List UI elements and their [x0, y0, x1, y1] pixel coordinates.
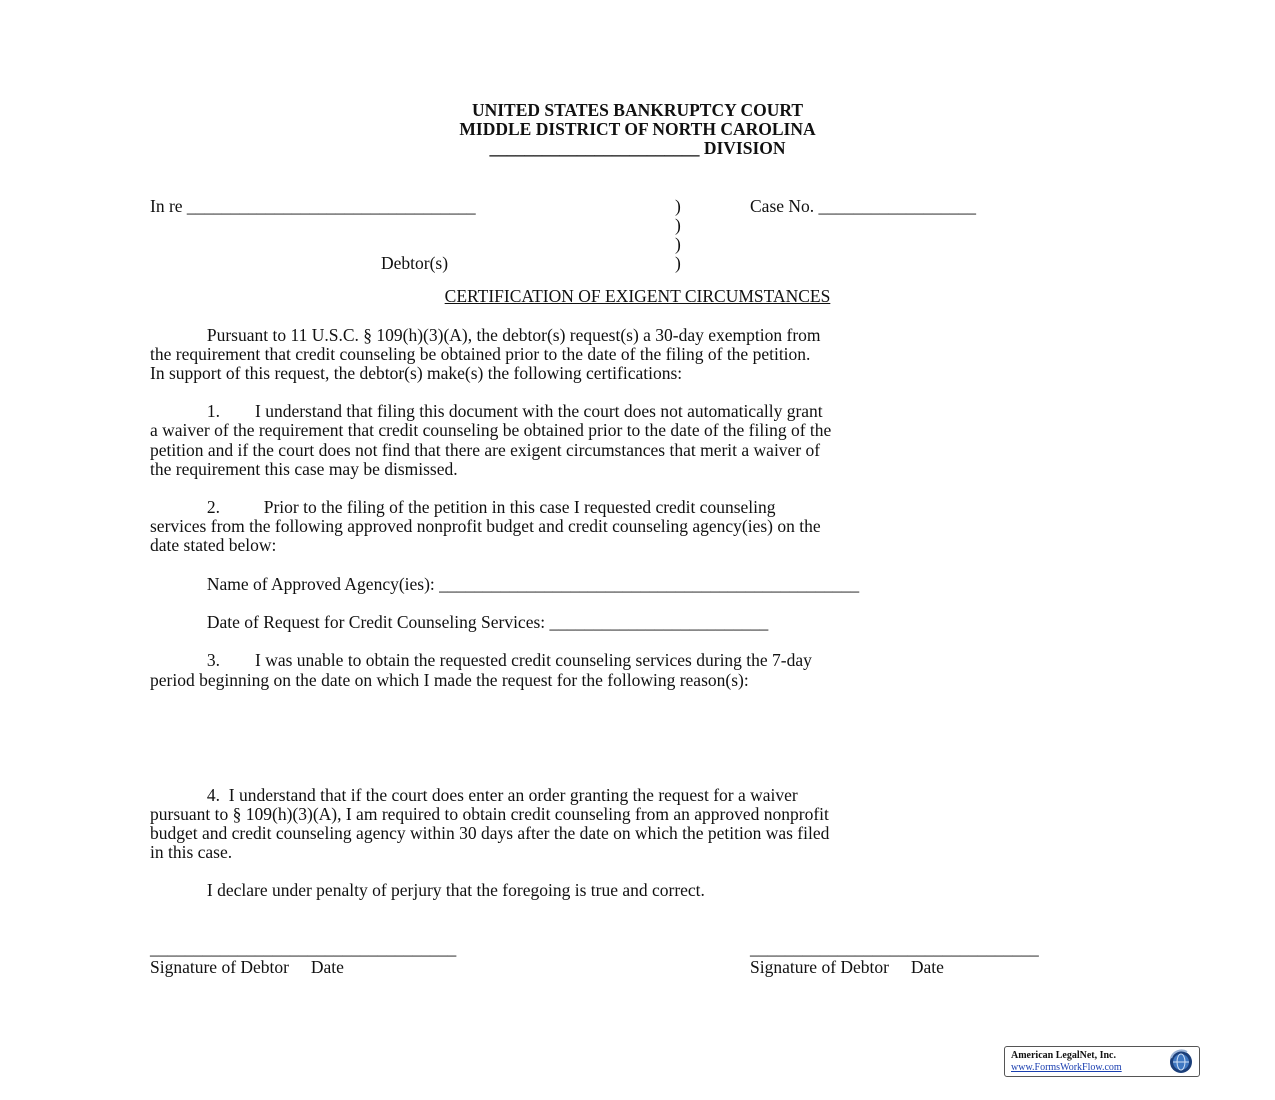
- intro-line: In support of this request, the debtor(s) make(s) the following certifications:: [150, 363, 683, 383]
- agency-name-field: Name of Approved Agency(ies): ________________________________________________: [150, 574, 860, 594]
- caption-paren: ): [675, 196, 681, 216]
- request-date-field: Date of Request for Credit Counseling Services: _________________________: [150, 612, 769, 632]
- caption-paren: ): [675, 234, 681, 254]
- case-number-field: Case No. __________________: [750, 196, 977, 216]
- globe-icon: [1167, 1049, 1195, 1075]
- intro-line: the requirement that credit counseling be obtained prior to the date of the filing of the petition.: [150, 344, 811, 364]
- in-re-field: In re _________________________________: [150, 196, 476, 216]
- document-title: CERTIFICATION OF EXIGENT CIRCUMSTANCES: [444, 286, 831, 306]
- district-name: MIDDLE DISTRICT OF NORTH CAROLINA: [459, 119, 816, 139]
- signature-label-right: Signature of Debtor Date: [750, 957, 944, 977]
- item-2-line: services from the following approved nonprofit budget and credit counseling agency(ies) on the: [150, 516, 821, 536]
- intro-line: Pursuant to 11 U.S.C. § 109(h)(3)(A), the debtor(s) request(s) a 30-day exemption from: [150, 325, 821, 345]
- item-3-line: 3. I was unable to obtain the requested credit counseling services during the 7-day: [150, 650, 812, 670]
- publisher-link[interactable]: www.FormsWorkFlow.com: [1011, 1062, 1122, 1073]
- item-4-line: 4. I understand that if the court does enter an order granting the request for a waiver: [150, 785, 798, 805]
- item-4-line: in this case.: [150, 842, 233, 862]
- publisher-name: American LegalNet, Inc.: [1011, 1050, 1116, 1061]
- signature-line-left: ___________________________________: [150, 938, 457, 958]
- declaration: I declare under penalty of perjury that the foregoing is true and correct.: [150, 880, 705, 900]
- item-3-line: period beginning on the date on which I made the request for the following reason(s):: [150, 670, 749, 690]
- signature-line-right: _________________________________: [750, 938, 1039, 958]
- item-1-line: the requirement this case may be dismissed.: [150, 459, 458, 479]
- item-1-line: 1. I understand that filing this document with the court does not automatically grant: [150, 401, 823, 421]
- item-2-line: 2. Prior to the filing of the petition in this case I requested credit counseling: [150, 497, 776, 517]
- caption-paren: ): [675, 253, 681, 273]
- debtor-label: Debtor(s): [381, 253, 449, 273]
- item-4-line: budget and credit counseling agency within 30 days after the date on which the petition was filed: [150, 823, 830, 843]
- item-1-line: a waiver of the requirement that credit counseling be obtained prior to the date of the filing of the: [150, 420, 832, 440]
- item-4-line: pursuant to § 109(h)(3)(A), I am required to obtain credit counseling from an approved nonprofit: [150, 804, 829, 824]
- caption-paren: ): [675, 215, 681, 235]
- division-line: ________________________ DIVISION: [489, 138, 786, 158]
- item-1-line: petition and if the court does not find that there are exigent circumstances that merit a waiver of: [150, 440, 821, 460]
- court-name: UNITED STATES BANKRUPTCY COURT: [471, 100, 804, 120]
- publisher-badge[interactable]: [1004, 1046, 1200, 1077]
- signature-label-left: Signature of Debtor Date: [150, 957, 344, 977]
- item-2-line: date stated below:: [150, 535, 277, 555]
